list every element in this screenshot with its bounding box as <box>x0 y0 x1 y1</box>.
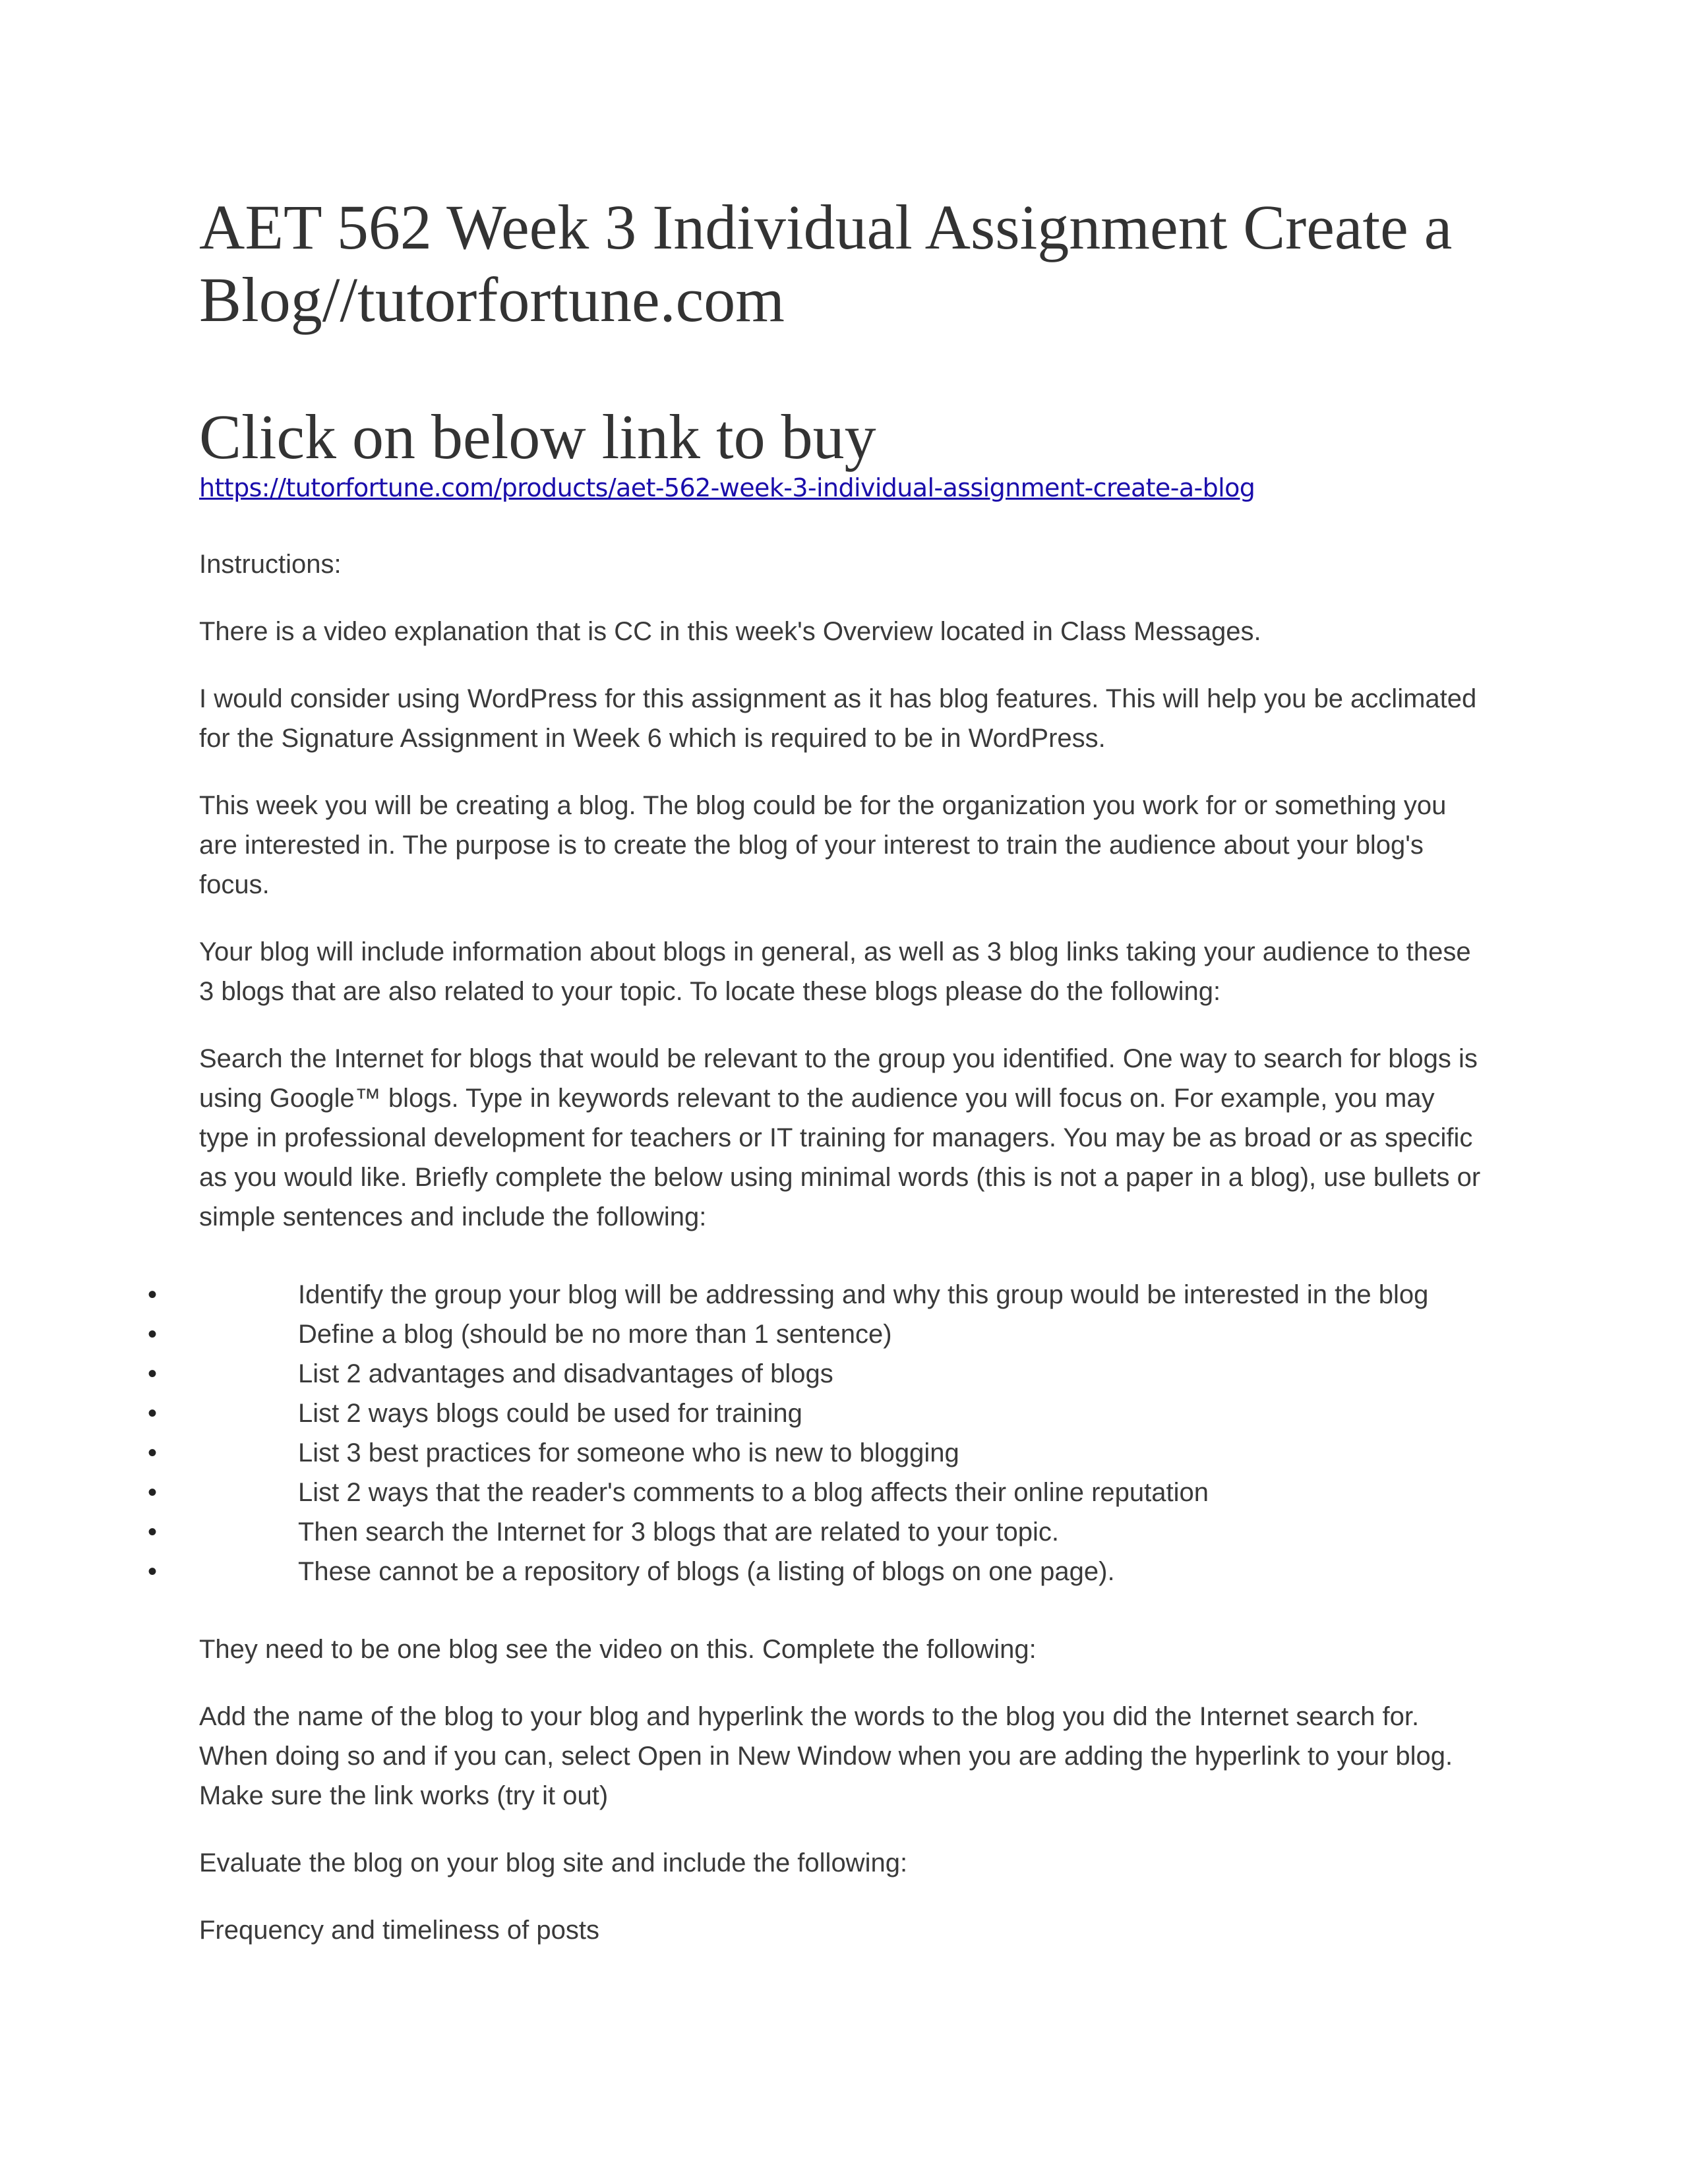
paragraph-evaluate: Evaluate the blog on your blog site and include the following: <box>199 1848 908 1877</box>
title-line-1: AET 562 Week 3 Individual Assignment Create a <box>199 192 1453 262</box>
list-item <box>148 1314 1492 1354</box>
bullet-icon: • <box>148 1518 158 1547</box>
list-item-text: These cannot be a repository of blogs (a listing of blogs on one page). <box>298 1557 1115 1586</box>
list-item <box>148 1354 1492 1394</box>
paragraph-search-internet: Search the Internet for blogs that would be relevant to the group you identified. One way to search for blogs is using Google™ blogs. Type in keywords relevant to the audience you will focus on. For example, you may type in professional development for teachers or IT training for managers. You may be as broad or as specific as you would like. Briefly complete the below using minimal words (this is not a paper in a blog), use bullets or simple sentences and include the following: <box>199 1044 1481 1231</box>
page-title <box>199 191 1492 336</box>
list-item <box>148 1473 1492 1512</box>
buy-heading: Click on below link to buy <box>199 401 876 472</box>
document-content <box>148 191 1492 1978</box>
paragraph-wordpress: I would consider using WordPress for this assignment as it has blog features. This will help you be acclimated for the Signature Assignment in Week 6 which is required to be in WordPress. <box>199 684 1477 753</box>
list-item-text: Then search the Internet for 3 blogs that are related to your topic. <box>298 1518 1060 1547</box>
buy-link[interactable]: https://tutorfortune.com/products/aet-562-week-3-individual-assignment-create-a-blog <box>199 473 1255 502</box>
title-line-2: Blog//tutorfortune.com <box>199 264 785 335</box>
list-item-text: List 2 ways that the reader's comments to a blog affects their online reputation <box>298 1478 1209 1507</box>
paragraph-blog-links: Your blog will include information about blogs in general, as well as 3 blog links taking your audience to these 3 blogs that are also related to your topic. To locate these blogs please do the following: <box>199 937 1471 1006</box>
bullet-icon: • <box>148 1557 158 1586</box>
list-item-text: List 3 best practices for someone who is new to blogging <box>298 1438 959 1467</box>
list-item-text: List 2 advantages and disadvantages of blogs <box>298 1359 833 1388</box>
bullet-icon: • <box>148 1359 158 1388</box>
bullet-icon: • <box>148 1399 158 1428</box>
paragraph-hyperlink: Add the name of the blog to your blog and hyperlink the words to the blog you did the Internet search for. When doing so and if you can, select Open in New Window when you are adding the hyperlink to your blog. Make sure the link works (try it out) <box>199 1702 1453 1810</box>
paragraph-frequency: Frequency and timeliness of posts <box>199 1916 599 1945</box>
list-item <box>148 1552 1492 1591</box>
bullet-icon: • <box>148 1280 158 1309</box>
bullet-icon: • <box>148 1320 158 1349</box>
paragraph-create-blog: This week you will be creating a blog. The blog could be for the organization you work for or something you are interested in. The purpose is to create the blog of your interest to train the audience about your blog's focus. <box>199 791 1447 899</box>
paragraph-video-explanation: There is a video explanation that is CC in this week's Overview located in Class Messages. <box>199 617 1261 646</box>
list-item <box>148 1433 1492 1473</box>
list-item-text: Define a blog (should be no more than 1 sentence) <box>298 1320 892 1349</box>
bullet-icon: • <box>148 1478 158 1507</box>
paragraph-instructions: Instructions: <box>199 550 342 579</box>
list-item-text: List 2 ways blogs could be used for training <box>298 1399 802 1428</box>
list-item-text: Identify the group your blog will be addressing and why this group would be interested in the blog <box>298 1280 1429 1309</box>
list-item <box>148 1512 1492 1552</box>
requirements-list <box>148 1275 1492 1591</box>
paragraph-one-blog: They need to be one blog see the video on this. Complete the following: <box>199 1635 1037 1664</box>
bullet-icon: • <box>148 1438 158 1467</box>
list-item <box>148 1394 1492 1433</box>
list-item <box>148 1275 1492 1314</box>
